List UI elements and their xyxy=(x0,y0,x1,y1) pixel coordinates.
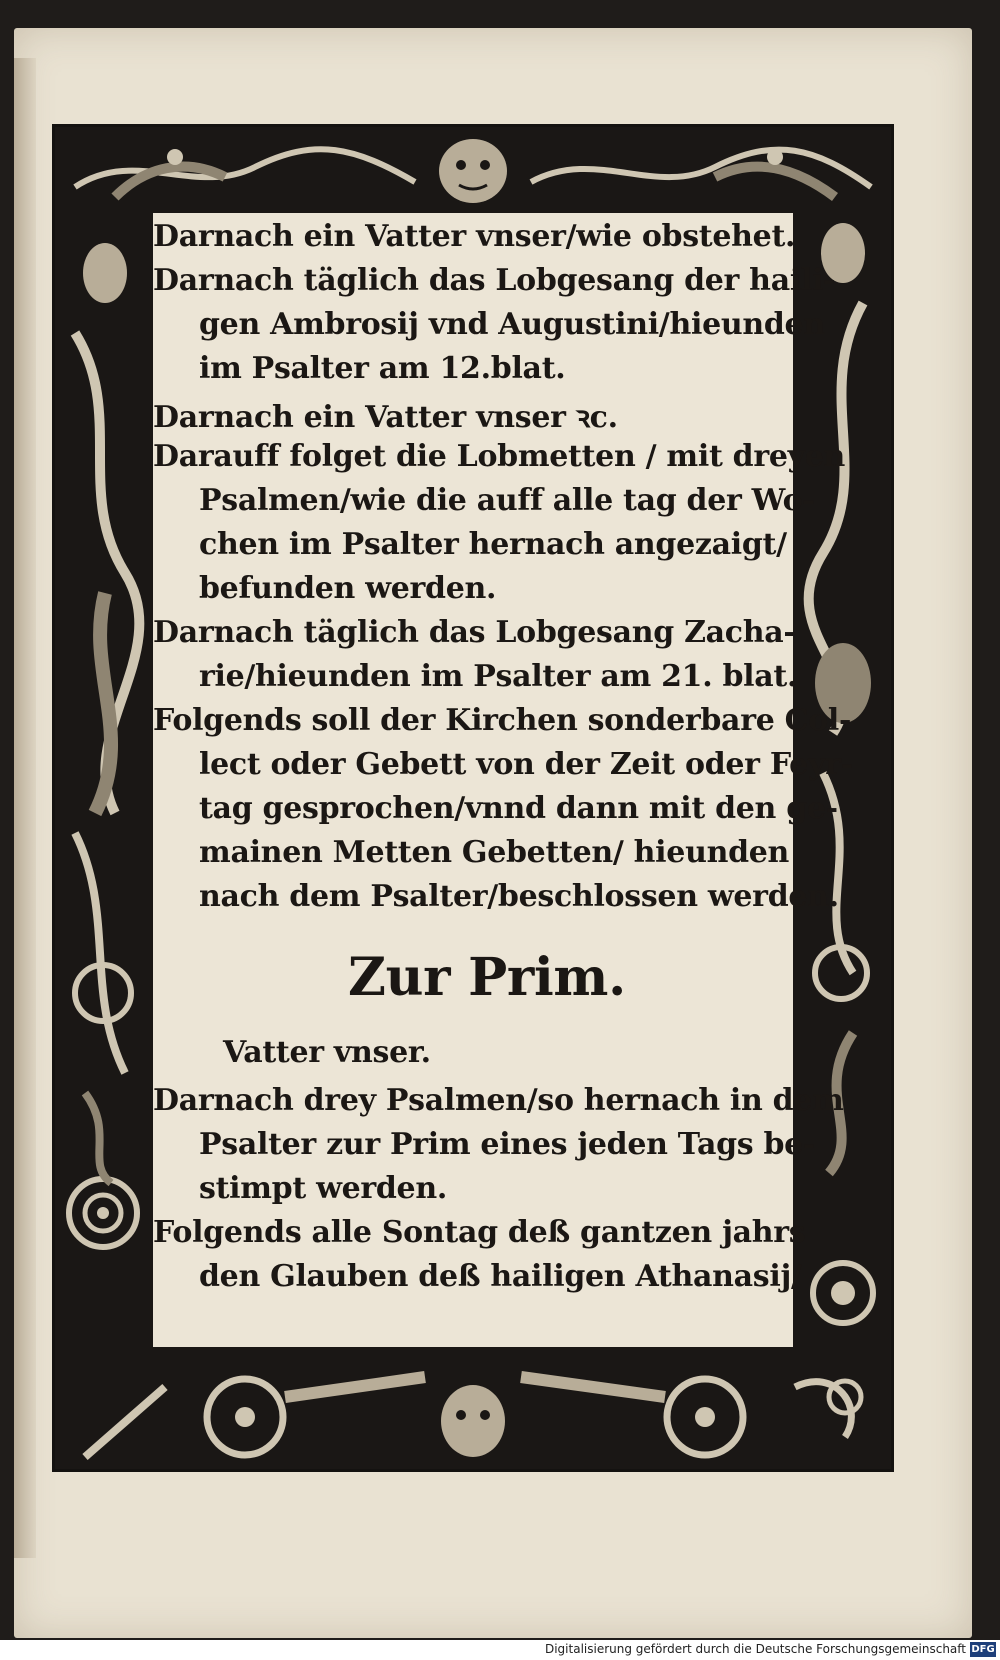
digitization-footer xyxy=(0,1640,1000,1660)
woodcut-border-bottom xyxy=(55,1347,891,1469)
text-line: Folgends soll der Kirchen sonderbare Col- xyxy=(153,703,852,738)
text-line: Darnach täglich das Lobgesang Zacha- xyxy=(153,615,796,650)
woodcut-border-left xyxy=(55,213,153,1347)
text-line: befunden werden. xyxy=(199,571,497,606)
text-line: tag gesprochen/vnnd dann mit den ge- xyxy=(199,791,838,826)
text-line: den Glauben deß hailigen Athanasij/ xyxy=(199,1259,802,1294)
text-line: mainen Metten Gebetten/ hieunden xyxy=(199,835,790,870)
woodcut-border-top xyxy=(55,127,891,213)
text-line: Darnach ein Vatter vnser/wie obstehet. xyxy=(153,219,796,254)
text-line: Darnach täglich das Lobgesang der haili- xyxy=(153,263,836,298)
text-line: Darnach drey Psalmen/so hernach in dem xyxy=(153,1083,844,1118)
text-line: rie/hieunden im Psalter am 21. blat. xyxy=(199,659,798,694)
text-line: im Psalter am 12.blat. xyxy=(199,351,566,386)
text-line: chen im Psalter hernach angezaigt/ xyxy=(199,527,787,562)
book-page xyxy=(14,28,972,1638)
text-line: Psalter zur Prim eines jeden Tags be- xyxy=(199,1127,816,1162)
dfg-logo: DFG xyxy=(971,1644,995,1655)
woodcut-border-frame xyxy=(52,124,894,1472)
text-line: stimpt werden. xyxy=(199,1171,448,1206)
footer-credit: Digitalisierung gefördert durch die Deutsche Forschungsgemeinschaft xyxy=(544,1642,966,1656)
subheading: Vatter vnser. xyxy=(223,1035,431,1070)
text-line: Darnach ein Vatter vnser ꝛc. xyxy=(153,400,618,435)
text-line: Darauff folget die Lobmetten / mit dreyen xyxy=(153,439,846,474)
section-heading: Zur Prim. xyxy=(348,947,626,1008)
page-edge xyxy=(14,58,36,1558)
text-line: Folgends alle Sontag deß gantzen jahrs xyxy=(153,1215,806,1250)
text-line: Psalmen/wie die auff alle tag der Wo- xyxy=(199,483,815,518)
text-line: lect oder Gebett von der Zeit oder Feyr- xyxy=(199,747,853,782)
text-line: nach dem Psalter/beschlossen werden. xyxy=(199,879,839,914)
page-text-block xyxy=(153,213,853,1347)
text-line: gen Ambrosij vnd Augustini/hieunden xyxy=(199,307,825,342)
